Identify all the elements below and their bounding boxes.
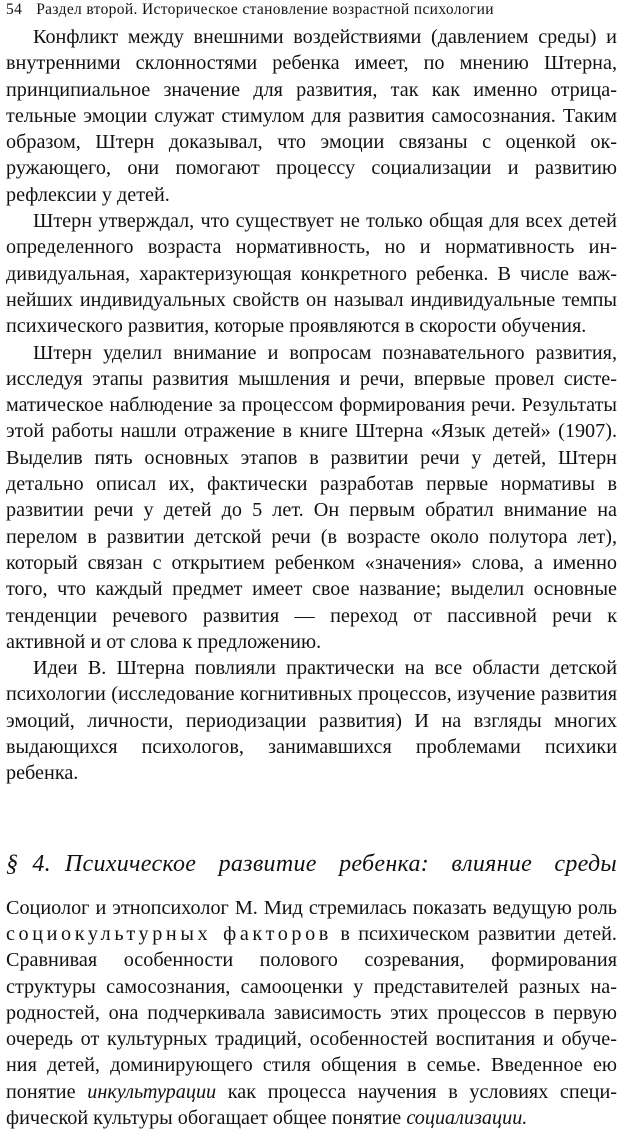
running-header [6, 0, 617, 24]
paragraph-speech-development: Штерн уделил внимание и вопросам познавательного развития, исследуя этапы развития мышления и речи, впервые провел систематическое наблюдение за процессом формирования речи. Результаты этой работы нашли отражение в книге Штерна «Язык детей» (1907). Выделив пять основных этапов в развитии речи у детей, Штерн детально описал их, фактически разработав первые нормативы в развитии речи у детей до 5 лет. Он первым обратил внимание на перелом в развитии детской речи (в возрасте около полутора лет), который связан с открытием ребенком «значения» слова, а именно того, что каждый предмет имеет свое название; выделил основные тенденции речевого развития — переход от пассивной речи к активной и от слова к предложению. [6, 341, 617, 653]
running-title: Раздел второй. Историческое становление возрастной психологии [36, 1, 494, 18]
body-text-part-2: в психическом развитии детей. Сравнивая особенности полового созревания, формирования структуры самосознания, самооценки у представителей разных народностей, она подчеркивала зависимость этих процессов в первую очередь от культурных традиций, особенностей воспитания и обучения детей, доминирующего стиля общения в семье. Введенное ею понятие [6, 922, 617, 1103]
paragraph-normativity: Штерн утверждал, что существует не только общая для всех детей определенного возраста нормативность, но и нормативность индивидуальная, характеризующая конкретного ребенка. В числе важнейших индивидуальных свойств он называл индивидуальные темпы психического развития, которые проявляются в скорости обучения. [6, 210, 617, 338]
term-inculturation: инкультурации [87, 1080, 217, 1103]
emphasized-spaced-text: социокультурных факторов [6, 922, 332, 945]
term-socialization: социализации. [406, 1106, 528, 1129]
paragraph-conflict: Конфликт между внешними воздействиями (давлением среды) и внутренними склонностями ребенка имеет, по мнению Штерна, принципиальное значение для развития, так как именно отрицательные эмоции служат стимулом для развития самосознания. Таким образом, Штерн доказывал, что эмоции связаны с оценкой окружающего, они помогают процессу социализации и развитию рефлексии у детей. [6, 26, 617, 206]
body-text-part-1: Социолог и этнопсихолог М. Мид стремилась показать ведущую роль [6, 896, 617, 919]
body-text-part-3: как процесса научения в условиях специфической культуры обогащает общее понятие [6, 1080, 617, 1129]
section-title: Психическое развитие ребенка: влияние среды [64, 850, 617, 877]
page-number: 54 [6, 1, 23, 18]
section-heading [6, 849, 617, 879]
section-body-paragraph [6, 895, 617, 1131]
section-sign: § [6, 850, 19, 877]
paragraph-influence: Идеи В. Штерна повлияли практически на все области детской психологии (исследование когнитивных процессов, изучение развития эмоций, личности, периодизации развития) И на взгляды многих выдающихся психологов, занимавшихся проблемами психики ребенка. [6, 657, 617, 785]
section-number: 4. [32, 850, 51, 877]
